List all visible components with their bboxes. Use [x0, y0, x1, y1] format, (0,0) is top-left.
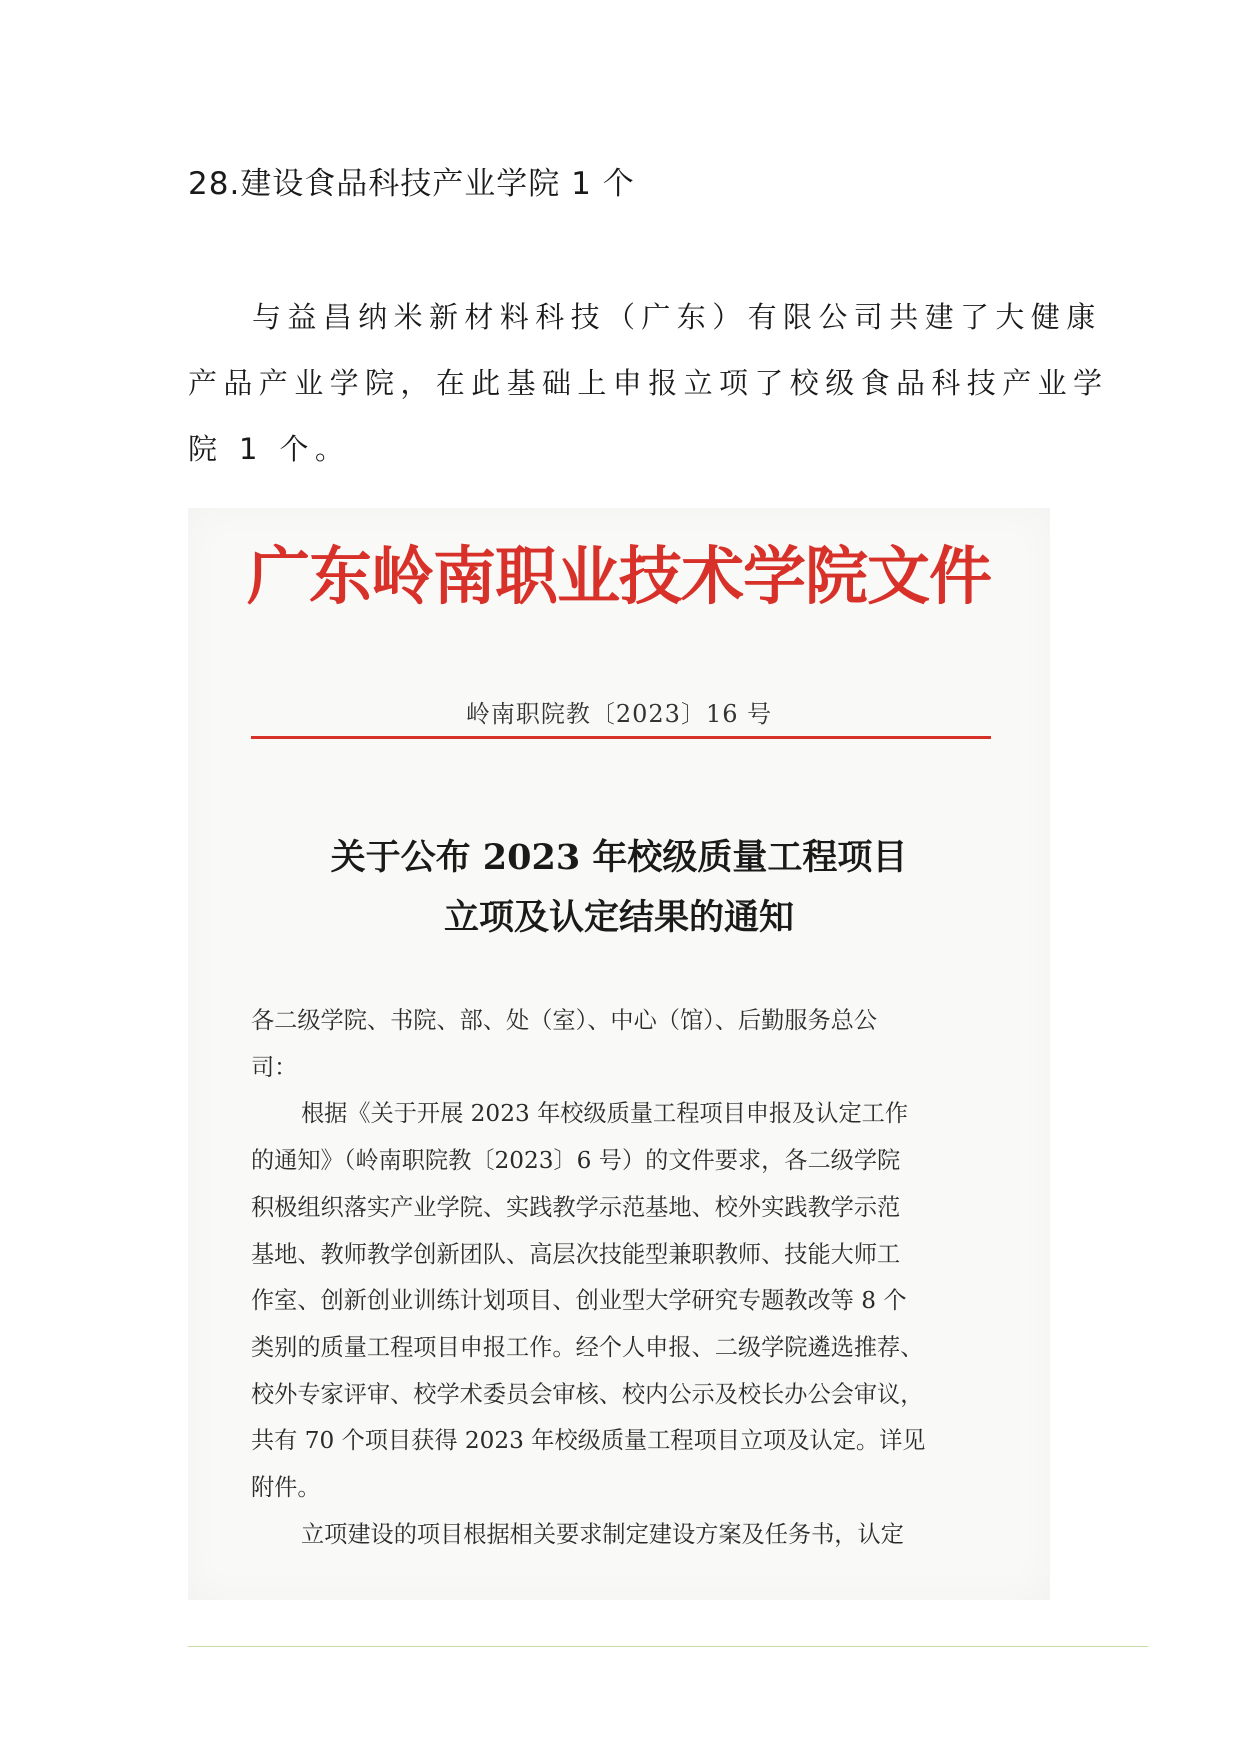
body-line: 附件。 [251, 1474, 321, 1502]
document-header-title: 广东岭南职业技术学院文件 [247, 539, 991, 613]
intro-line: 与益昌纳米新材料科技（广东）有限公司共建了大健康 [252, 300, 1102, 334]
red-divider-line [251, 736, 991, 739]
body-line: 共有 70 个项目获得 2023 年校级质量工程项目立项及认定。详见 [251, 1427, 926, 1455]
body-line: 立项建设的项目根据相关要求制定建设方案及任务书，认定 [301, 1520, 904, 1548]
body-line: 各二级学院、书院、部、处（室）、中心（馆）、后勤服务总公 [251, 1007, 878, 1034]
body-line: 基地、教师教学创新团队、高层次技能型兼职教师、技能大师工 [251, 1240, 901, 1268]
intro-line: 院 1 个。 [188, 432, 351, 466]
intro-paragraph [188, 284, 1109, 482]
document-number: 岭南职院教〔2023〕16 号 [465, 700, 773, 728]
section-heading: 28.建设食品科技产业学院 1 个 [188, 166, 635, 202]
body-line: 类别的质量工程项目申报工作。经个人申报、二级学院遴选推荐、 [251, 1333, 924, 1361]
body-line: 积极组织落实产业学院、实践教学示范基地、校外实践教学示范 [251, 1193, 901, 1221]
body-line: 司： [251, 1053, 298, 1081]
body-line: 校外专家评审、校学术委员会审核、校内公示及校长办公会审议， [251, 1380, 924, 1408]
body-line: 根据《关于开展 2023 年校级质量工程项目申报及认定工作 [301, 1100, 909, 1128]
notice-body [251, 998, 1011, 1558]
notice-title [188, 828, 1050, 948]
body-line: 的通知》（岭南职院教〔2023〕6 号）的文件要求，各二级学院 [251, 1147, 901, 1175]
intro-line: 产品产业学院，在此基础上申报立项了校级食品科技产业学 [188, 366, 1109, 400]
notice-title-line: 立项及认定结果的通知 [443, 897, 794, 938]
footer-rule [188, 1646, 1148, 1647]
scanned-document-image [188, 508, 1050, 1600]
notice-title-line: 关于公布 2023 年校级质量工程项目 [330, 837, 908, 878]
body-line: 作室、创新创业训练计划项目、创业型大学研究专题教改等 8 个 [251, 1287, 907, 1315]
